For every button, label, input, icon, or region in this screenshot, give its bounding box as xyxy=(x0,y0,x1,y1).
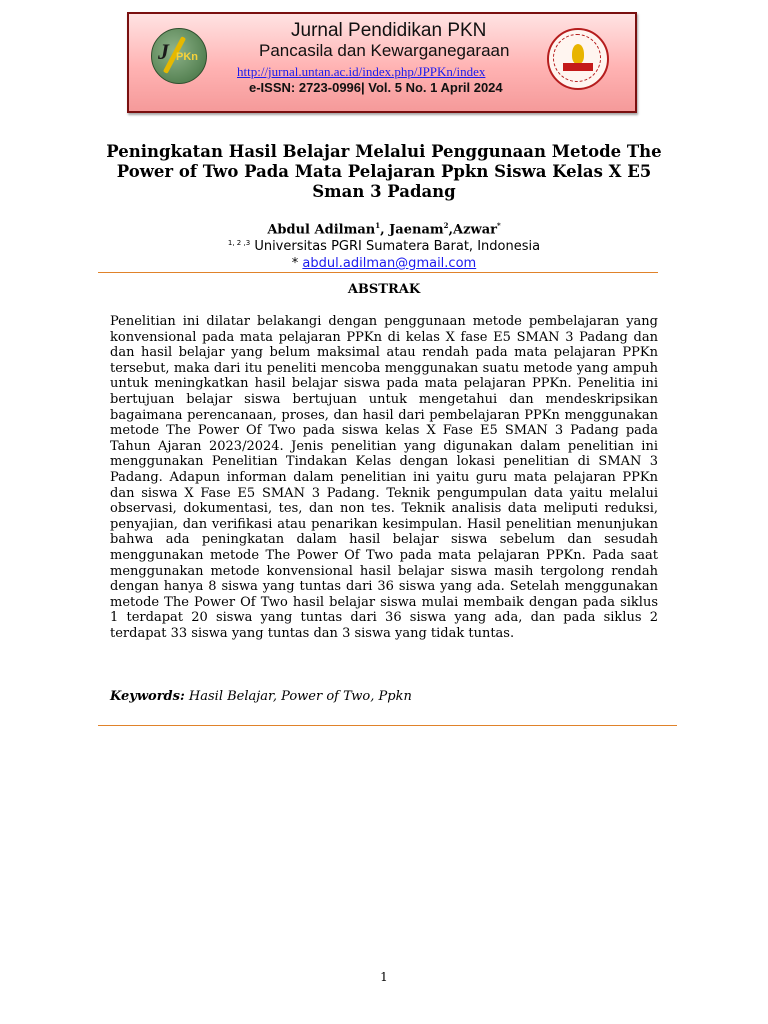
journal-header-banner xyxy=(127,12,637,113)
keywords-list: Hasil Belajar, Power of Two, Ppkn xyxy=(188,689,412,704)
logo-mark: J xyxy=(158,39,169,64)
email-link[interactable]: abdul.adilman@gmail.com xyxy=(302,256,477,271)
author-mark: 1 xyxy=(375,221,381,230)
journal-logo-icon xyxy=(151,28,207,84)
issn-volume: e-ISSN: 2723-0996| Vol. 5 No. 1 April 2024 xyxy=(249,80,503,95)
affiliation-text: Universitas PGRI Sumatera Barat, Indonesia xyxy=(254,239,541,254)
affiliation xyxy=(100,239,668,254)
paper-title: Peningkatan Hasil Belajar Melalui Penggunaan Metode The Power of Two Pada Mata Pelajaran Ppkn Siswa Kelas X E5 Sman 3 Padang xyxy=(106,142,662,201)
page-number: 1 xyxy=(380,970,388,984)
email-star: * xyxy=(291,256,299,271)
author-name: Abdul Adilman xyxy=(267,222,376,238)
author-mark: * xyxy=(496,221,501,230)
logo-text: PKn xyxy=(176,51,198,63)
keywords xyxy=(110,689,658,704)
journal-name: Jurnal Pendidikan PKN xyxy=(291,20,487,41)
divider-bottom xyxy=(98,725,677,726)
author-list: Abdul Adilman$^1$, Jaenam$^2$,Azwar* xyxy=(267,221,501,238)
seal-base xyxy=(563,63,593,71)
divider-top xyxy=(98,272,658,273)
keywords-label: Keywords: xyxy=(110,689,185,704)
author-mark: 2 xyxy=(443,221,449,230)
abstract-body: Penelitian ini dilatar belakangi dengan penggunaan metode pembelajaran yang konvensional pada mata pelajaran PPKn di kelas X fase E5 SMAN 3 Padang dan dan hasil belajar yang belum maksimal atau rendah pada mata pelajaran PPKn tersebut, maka dari itu peneliti mencoba menggunakan suatu metode yang ampuh untuk meningkatkan hasil belajar siswa pada mata pelajaran PPKn. Penelitia ini bertujuan belajar siswa bertujuan untuk mengetahui dan mendeskripsikan bagaimana perencanaan, proses, dan hasil dari pembelajaran PPKn menggunakan metode The Power Of Two pada siswa kelas X Fase E5 SMAN 3 Padang pada Tahun Ajaran 2023/2024. Jenis penelitian yang digunakan dalam penelitian ini menggunakan Penelitian Tindakan Kelas dengan lokasi penelitian di SMAN 3 Padang. Adapun informan dalam penelitian ini yaitu guru mata pelajaran PPKn dan siswa X Fase E5 SMAN 3 Padang. Teknik pengumpulan data yaitu melalui observasi, dokumentasi, tes, dan non tes. Teknik analisis data meliputi reduksi, penyajian, dan verifikasi atau penarikan kesimpulan. Hasil penelitian menunjukan bahwa ada peningkatan dalam hasil belajar siswa sebelum dan sesudah menggunakan metode The Power Of Two pada mata pelajaran PPKn. Pada saat menggunakan metode konvensional hasil belajar siswa masih tergolong rendah dengan hanya 8 siswa yang tuntas dari 36 siswa yang ada. Setelah menggunakan metode The Power Of Two hasil belajar siswa mulai membaik dengan pada siklus 1 terdapat 20 siswa yang tuntas dari 36 siswa yang ada, dan pada siklus 2 terdapat 33 siswa yang tuntas dan 3 siswa yang tidak tuntas. xyxy=(110,314,658,641)
author-name: Jaenam xyxy=(389,222,444,238)
journal-subtitle: Pancasila dan Kewarganegaraan xyxy=(259,41,510,60)
author-name: Azwar xyxy=(453,222,497,238)
journal-url-link[interactable]: http://jurnal.untan.ac.id/index.php/JPPKn/index xyxy=(237,64,486,79)
university-seal-icon xyxy=(547,28,609,90)
contact-email xyxy=(100,256,668,271)
seal-flame xyxy=(572,44,584,64)
affiliation-marks: 1, 2 ,3 xyxy=(227,239,251,247)
abstract-heading: ABSTRAK xyxy=(347,282,421,297)
